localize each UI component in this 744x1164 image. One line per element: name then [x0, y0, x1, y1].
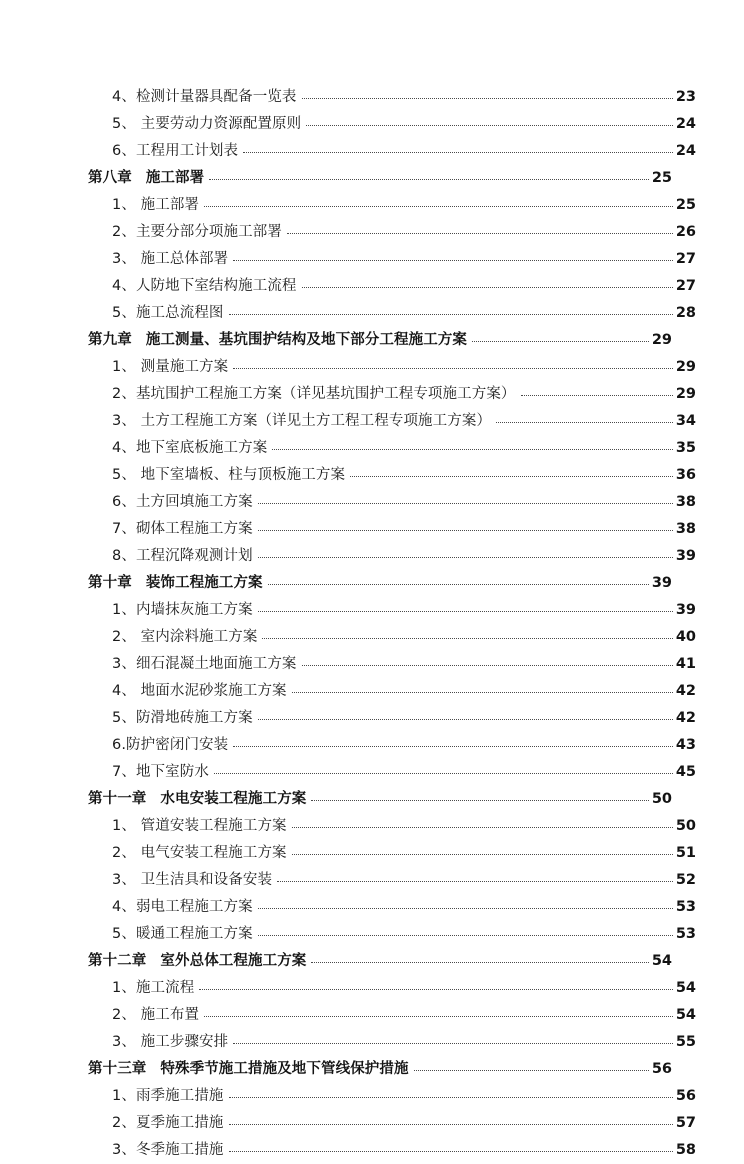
dot-leader	[229, 1086, 673, 1100]
toc-entry-number: 3、	[112, 413, 136, 429]
toc-entry-label	[112, 921, 253, 948]
toc-entry-title: 冬季施工措施	[135, 1142, 224, 1158]
toc-entry[interactable]	[88, 84, 696, 111]
toc-entry-title: 卫生洁具和设备安装	[135, 872, 273, 888]
toc-entry-number: 第十三章	[88, 1061, 147, 1077]
toc-entry-label	[112, 219, 282, 246]
toc-entry-page-number: 27	[675, 278, 696, 294]
toc-entry-number: 1、	[112, 818, 136, 834]
dot-leader	[292, 816, 673, 830]
toc-entry-label	[88, 786, 306, 813]
toc-entry-label	[88, 570, 263, 597]
toc-entry-page-number: 58	[675, 1142, 696, 1158]
toc-entry-label	[112, 894, 253, 921]
dot-leader	[272, 438, 672, 452]
toc-entry[interactable]	[88, 516, 696, 543]
toc-entry-number: 7、	[112, 764, 136, 780]
toc-entry-page-number: 26	[675, 224, 696, 240]
table-of-contents	[88, 84, 696, 1164]
toc-entry-label	[112, 192, 199, 219]
toc-entry[interactable]	[88, 651, 696, 678]
toc-entry-number: 6、	[112, 143, 136, 159]
toc-entry-page-number: 29	[675, 359, 696, 375]
toc-entry-label	[112, 111, 301, 138]
toc-entry-page-number: 24	[675, 116, 696, 132]
toc-entry-label	[112, 300, 224, 327]
toc-entry[interactable]	[88, 624, 696, 651]
toc-entry-page-number: 29	[651, 332, 672, 348]
toc-entry-page-number: 41	[675, 656, 696, 672]
toc-entry-number: 1、	[112, 980, 136, 996]
toc-entry-number: 2、	[112, 1115, 136, 1131]
toc-entry[interactable]	[88, 327, 672, 354]
dot-leader	[292, 843, 673, 857]
toc-entry-number: 1、	[112, 1088, 136, 1104]
toc-entry-title: 地下室防水	[135, 764, 209, 780]
toc-entry[interactable]	[88, 543, 696, 570]
toc-entry-title: 电气安装工程施工方案	[135, 845, 287, 861]
toc-entry-title: 内墙抹灰施工方案	[135, 602, 253, 618]
toc-entry-label	[112, 597, 253, 624]
toc-entry-page-number: 55	[675, 1034, 696, 1050]
toc-entry-label	[112, 408, 491, 435]
dot-leader	[233, 357, 673, 371]
toc-entry-number: 6.	[112, 737, 127, 753]
toc-entry-label	[112, 813, 287, 840]
toc-entry-number: 5、	[112, 926, 136, 942]
toc-entry-label	[112, 84, 297, 111]
toc-entry-page-number: 38	[675, 521, 696, 537]
toc-entry-page-number: 34	[675, 413, 696, 429]
toc-entry-page-number: 42	[675, 683, 696, 699]
dot-leader	[258, 492, 673, 506]
dot-leader	[229, 1113, 673, 1127]
toc-entry-title: 暖通工程施工方案	[135, 926, 253, 942]
dot-leader	[258, 708, 673, 722]
toc-entry[interactable]	[88, 1137, 696, 1164]
toc-entry-page-number: 52	[675, 872, 696, 888]
toc-entry[interactable]	[88, 570, 672, 597]
dot-leader	[277, 870, 673, 884]
dot-leader	[229, 303, 673, 317]
dot-leader	[521, 384, 673, 398]
toc-entry-number: 1、	[112, 359, 136, 375]
toc-entry[interactable]	[88, 975, 696, 1002]
toc-entry-label	[112, 1083, 224, 1110]
toc-entry-page-number: 38	[675, 494, 696, 510]
toc-entry-number: 3、	[112, 251, 136, 267]
toc-entry-title: 室外总体工程施工方案	[160, 953, 307, 969]
dot-leader	[258, 519, 673, 533]
toc-entry-title: 主要分部分项施工部署	[135, 224, 282, 240]
toc-entry-number: 3、	[112, 872, 136, 888]
toc-entry-title: 弱电工程施工方案	[135, 899, 253, 915]
toc-entry-number: 4、	[112, 440, 136, 456]
toc-entry-page-number: 56	[651, 1061, 672, 1077]
toc-entry[interactable]	[88, 732, 696, 759]
toc-entry-label	[112, 381, 516, 408]
toc-entry-label	[88, 165, 204, 192]
toc-entry[interactable]	[88, 300, 696, 327]
toc-entry-title: 施工总流程图	[135, 305, 224, 321]
toc-entry-page-number: 24	[675, 143, 696, 159]
dot-leader	[496, 411, 673, 425]
toc-entry-title: 施工部署	[135, 197, 200, 213]
dot-leader	[311, 789, 648, 803]
toc-entry-label	[112, 867, 272, 894]
toc-entry-label	[112, 435, 267, 462]
dot-leader	[472, 330, 649, 344]
toc-entry-page-number: 36	[675, 467, 696, 483]
dot-leader	[258, 600, 673, 614]
toc-entry-page-number: 35	[675, 440, 696, 456]
toc-entry-number: 4、	[112, 683, 136, 699]
dot-leader	[204, 195, 673, 209]
toc-entry-page-number: 53	[675, 899, 696, 915]
toc-entry-page-number: 23	[675, 89, 696, 105]
toc-entry-title: 防护密闭门安装	[126, 737, 229, 753]
dot-leader	[306, 114, 673, 128]
toc-entry-title: 施工测量、基坑围护结构及地下部分工程施工方案	[145, 332, 468, 348]
dot-leader	[214, 762, 673, 776]
toc-entry-label	[112, 354, 228, 381]
toc-entry[interactable]	[88, 138, 696, 165]
toc-entry-title: 主要劳动力资源配置原则	[135, 116, 302, 132]
toc-entry-label	[88, 327, 467, 354]
toc-entry-page-number: 51	[675, 845, 696, 861]
toc-entry-label	[88, 1056, 409, 1083]
toc-entry-label	[112, 543, 253, 570]
toc-entry-page-number: 25	[675, 197, 696, 213]
dot-leader	[302, 87, 673, 101]
toc-entry[interactable]	[88, 948, 672, 975]
toc-entry-page-number: 57	[675, 1115, 696, 1131]
toc-entry-title: 施工步骤安排	[135, 1034, 229, 1050]
toc-entry-number: 第十章	[88, 575, 132, 591]
dot-leader	[209, 168, 649, 182]
toc-entry[interactable]	[88, 219, 696, 246]
toc-entry-number: 6、	[112, 494, 136, 510]
toc-entry[interactable]	[88, 597, 696, 624]
toc-entry-label	[112, 1137, 224, 1164]
toc-entry-number: 第九章	[88, 332, 132, 348]
toc-entry-page-number: 39	[675, 602, 696, 618]
toc-entry-title: 施工总体部署	[135, 251, 229, 267]
toc-entry-number: 2、	[112, 629, 136, 645]
toc-entry-page-number: 54	[651, 953, 672, 969]
toc-entry[interactable]	[88, 840, 696, 867]
toc-entry-number: 第八章	[88, 170, 132, 186]
toc-entry-page-number: 43	[675, 737, 696, 753]
toc-entry-label	[88, 948, 306, 975]
toc-entry-label	[112, 651, 297, 678]
toc-entry-number: 2、	[112, 386, 136, 402]
toc-entry-number: 8、	[112, 548, 136, 564]
dot-leader	[229, 1140, 673, 1154]
toc-entry-page-number: 39	[675, 548, 696, 564]
toc-entry-label	[112, 462, 345, 489]
dot-leader	[311, 951, 648, 965]
toc-entry[interactable]	[88, 921, 696, 948]
dot-leader	[268, 573, 649, 587]
toc-entry-number: 3、	[112, 1142, 136, 1158]
toc-entry-number: 2、	[112, 224, 136, 240]
toc-entry-number: 3、	[112, 1034, 136, 1050]
toc-entry-page-number: 50	[675, 818, 696, 834]
toc-entry-page-number: 40	[675, 629, 696, 645]
toc-entry[interactable]	[88, 489, 696, 516]
toc-entry-title: 砌体工程施工方案	[135, 521, 253, 537]
toc-entry-title: 水电安装工程施工方案	[160, 791, 307, 807]
dot-leader	[233, 1032, 673, 1046]
dot-leader	[258, 924, 673, 938]
toc-entry[interactable]	[88, 759, 696, 786]
toc-entry-title: 测量施工方案	[135, 359, 229, 375]
toc-entry-page-number: 45	[675, 764, 696, 780]
toc-entry-number: 4、	[112, 278, 136, 294]
toc-entry[interactable]	[88, 462, 696, 489]
toc-entry[interactable]	[88, 381, 696, 408]
dot-leader	[287, 222, 673, 236]
toc-entry[interactable]	[88, 1029, 696, 1056]
toc-entry-label	[112, 489, 253, 516]
toc-entry-title: 防滑地砖施工方案	[135, 710, 253, 726]
toc-entry-title: 施工布置	[135, 1007, 200, 1023]
toc-entry-title: 地面水泥砂浆施工方案	[135, 683, 287, 699]
toc-entry-page-number: 54	[675, 980, 696, 996]
toc-entry-number: 第十一章	[88, 791, 147, 807]
toc-entry-number: 1、	[112, 602, 136, 618]
toc-entry-title: 装饰工程施工方案	[145, 575, 263, 591]
toc-entry[interactable]	[88, 273, 696, 300]
toc-entry[interactable]	[88, 192, 696, 219]
toc-entry-number: 5、	[112, 467, 136, 483]
toc-entry[interactable]	[88, 705, 696, 732]
toc-entry-label	[112, 624, 257, 651]
toc-entry[interactable]	[88, 786, 672, 813]
toc-entry-title: 管道安装工程施工方案	[135, 818, 287, 834]
dot-leader	[292, 681, 673, 695]
toc-entry-label	[112, 1110, 224, 1137]
toc-entry-page-number: 56	[675, 1088, 696, 1104]
toc-entry[interactable]	[88, 354, 696, 381]
toc-entry-label	[112, 246, 228, 273]
toc-entry-title: 土方工程施工方案（详见土方工程工程专项施工方案）	[135, 413, 492, 429]
toc-entry-number: 2、	[112, 845, 136, 861]
toc-entry-title: 地下室墙板、柱与顶板施工方案	[135, 467, 346, 483]
toc-entry[interactable]	[88, 813, 696, 840]
toc-entry[interactable]	[88, 678, 696, 705]
toc-entry-page-number: 53	[675, 926, 696, 942]
toc-entry-title: 室内涂料施工方案	[135, 629, 258, 645]
dot-leader	[243, 141, 673, 155]
toc-entry-number: 5、	[112, 116, 136, 132]
toc-entry-label	[112, 840, 287, 867]
toc-entry-number: 4、	[112, 899, 136, 915]
toc-entry-title: 施工部署	[145, 170, 205, 186]
toc-entry-title: 特殊季节施工措施及地下管线保护措施	[160, 1061, 409, 1077]
toc-entry[interactable]	[88, 1002, 696, 1029]
toc-entry-label	[112, 273, 297, 300]
toc-entry-title: 基坑围护工程施工方案（详见基坑围护工程专项施工方案）	[135, 386, 516, 402]
dot-leader	[199, 978, 672, 992]
toc-entry-label	[112, 975, 194, 1002]
toc-entry-number: 3、	[112, 656, 136, 672]
toc-entry-label	[112, 138, 238, 165]
dot-leader	[258, 897, 673, 911]
toc-entry-label	[112, 678, 287, 705]
dot-leader	[302, 276, 673, 290]
toc-entry-number: 5、	[112, 305, 136, 321]
toc-entry-page-number: 29	[675, 386, 696, 402]
dot-leader	[233, 735, 673, 749]
toc-entry-label	[112, 759, 209, 786]
toc-entry[interactable]	[88, 111, 696, 138]
toc-entry[interactable]	[88, 246, 696, 273]
toc-entry-title: 工程用工计划表	[135, 143, 239, 159]
dot-leader	[204, 1005, 673, 1019]
toc-entry-label	[112, 705, 253, 732]
toc-entry-page-number: 27	[675, 251, 696, 267]
toc-entry-label	[112, 732, 228, 759]
toc-entry-label	[112, 516, 253, 543]
toc-entry-page-number: 39	[651, 575, 672, 591]
toc-entry[interactable]	[88, 165, 672, 192]
toc-entry-title: 夏季施工措施	[135, 1115, 224, 1131]
dot-leader	[262, 627, 672, 641]
dot-leader	[350, 465, 673, 479]
toc-entry-number: 5、	[112, 710, 136, 726]
dot-leader	[414, 1059, 649, 1073]
toc-entry-title: 土方回填施工方案	[135, 494, 253, 510]
toc-entry[interactable]	[88, 1056, 672, 1083]
dot-leader	[302, 654, 673, 668]
dot-leader	[233, 249, 673, 263]
toc-entry[interactable]	[88, 408, 696, 435]
toc-entry-title: 人防地下室结构施工流程	[135, 278, 297, 294]
toc-entry-title: 工程沉降观测计划	[135, 548, 253, 564]
toc-entry-number: 4、	[112, 89, 136, 105]
toc-entry-page-number: 25	[651, 170, 672, 186]
toc-entry-number: 7、	[112, 521, 136, 537]
toc-entry-number: 第十二章	[88, 953, 147, 969]
toc-entry[interactable]	[88, 867, 696, 894]
toc-entry-page-number: 28	[675, 305, 696, 321]
toc-entry-title: 地下室底板施工方案	[135, 440, 268, 456]
toc-entry-page-number: 42	[675, 710, 696, 726]
toc-entry-label	[112, 1029, 228, 1056]
toc-entry-title: 细石混凝土地面施工方案	[135, 656, 297, 672]
toc-entry-title: 施工流程	[135, 980, 195, 996]
toc-entry-number: 1、	[112, 197, 136, 213]
toc-entry-title: 雨季施工措施	[135, 1088, 224, 1104]
toc-entry-label	[112, 1002, 199, 1029]
toc-entry[interactable]	[88, 1083, 696, 1110]
toc-entry-title: 检测计量器具配备一览表	[135, 89, 297, 105]
toc-entry[interactable]	[88, 435, 696, 462]
toc-entry[interactable]	[88, 894, 696, 921]
toc-entry-page-number: 50	[651, 791, 672, 807]
dot-leader	[258, 546, 673, 560]
toc-entry-page-number: 54	[675, 1007, 696, 1023]
toc-entry-number: 2、	[112, 1007, 136, 1023]
toc-entry[interactable]	[88, 1110, 696, 1137]
